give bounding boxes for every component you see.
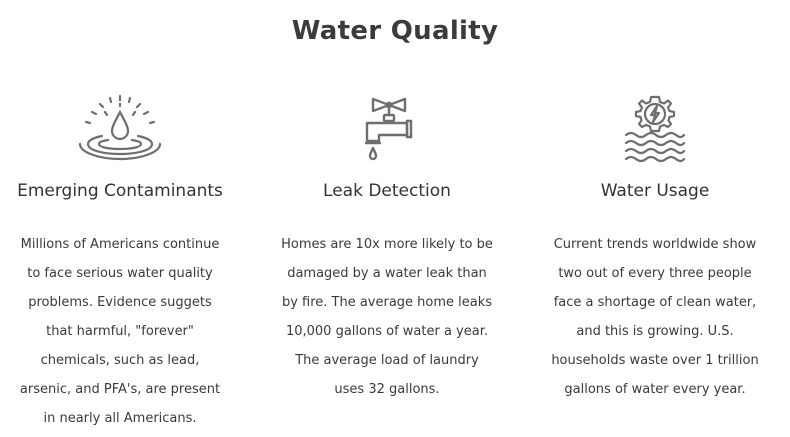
page-title: Water Quality [291,16,499,46]
dripping-faucet-icon [267,88,507,166]
feature-title: Water Usage [600,181,710,201]
feature-title: Emerging Contaminants [17,181,223,201]
feature-description: Homes are 10x more likely to be damaged by a water leak than by fire. The average home leaks 10,000 gallons of water a year. The average load of laundry uses 32 gallons. [281,237,493,397]
feature-water-usage [535,88,775,404]
feature-leak-detection [267,88,507,404]
hydro-power-gear-icon [535,88,775,166]
feature-title: Leak Detection [323,181,451,201]
water-drop-ripple-icon [0,88,240,166]
feature-description: Current trends worldwide show two out of every three people face a shortage of clean water, and this is growing. U.S. households waste over 1 trillion gallons of water every year. [551,237,759,397]
feature-description: Millions of Americans continue to face serious water quality problems. Evidence suggets that harmful, "forever" chemicals, such as lead, arsenic, and PFA's, are present in nearly all Americans. [19,237,221,426]
feature-emerging-contaminants [0,88,240,433]
